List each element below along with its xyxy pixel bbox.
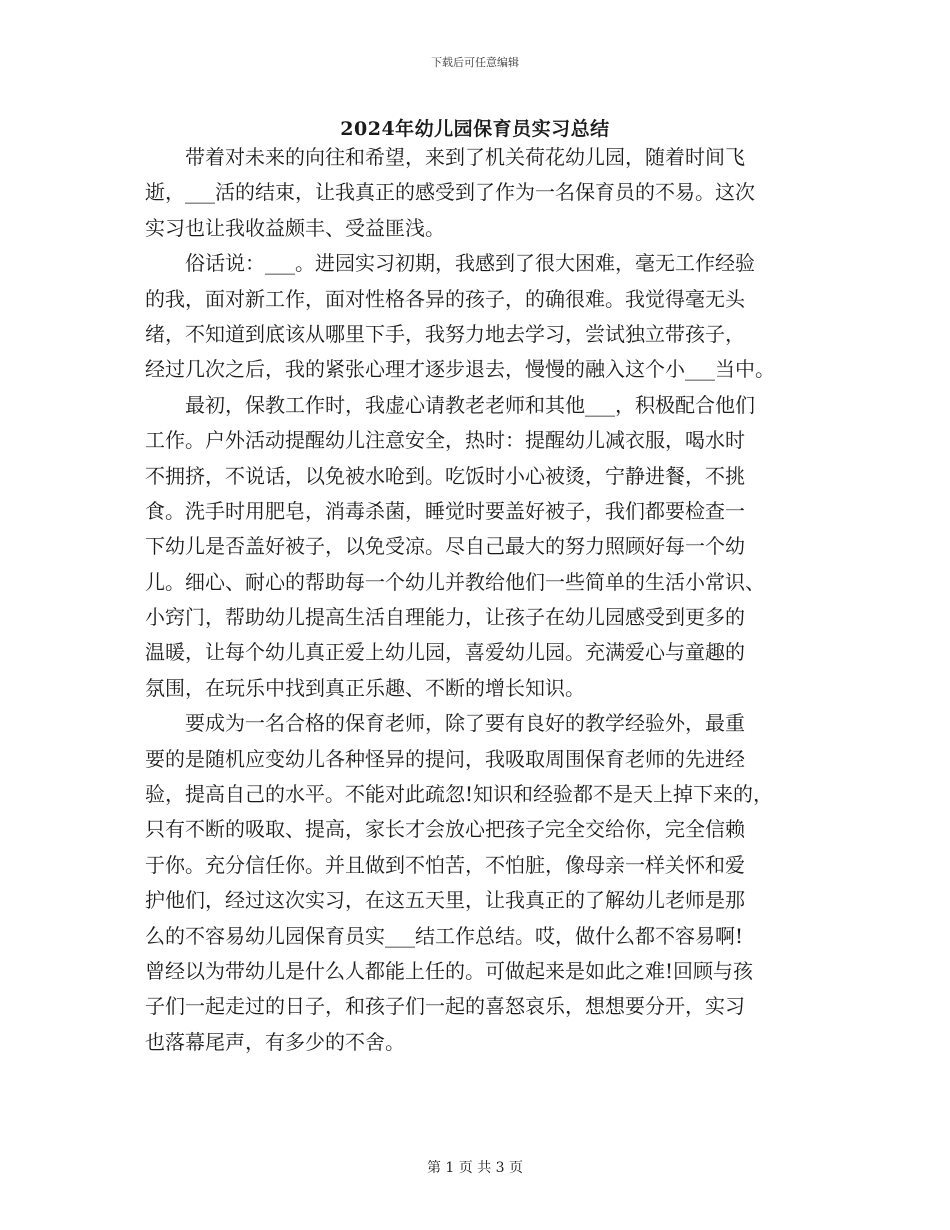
body-line: 验，提高自己的水平。不能对此疏忽!知识和经验都不是天上掉下来的， — [145, 782, 774, 807]
header-download-note: 下载后可任意编辑 — [431, 56, 519, 69]
body-line: 么的不容易幼儿园保育员实___结工作总结。哎，做什么都不容易啊! — [145, 923, 744, 948]
body-line: 只有不断的吸取、提高，家长才会放心把孩子完全交给你，完全信赖 — [145, 817, 745, 842]
page-indicator: 第 1 页 共 3 页 — [426, 1160, 524, 1176]
document-body — [145, 140, 813, 1060]
document-title: 2024年幼儿园保育员实习总结 — [340, 118, 610, 140]
body-line: 俗话说：___。进园实习初期，我感到了很大困难，毫无工作经验 — [145, 251, 755, 276]
body-line: 经过几次之后，我的紧张心理才逐步退去，慢慢的融入这个小___当中。 — [145, 357, 775, 382]
body-line: 小窍门，帮助幼儿提高生活自理能力，让孩子在幼儿园感受到更多的 — [145, 605, 745, 630]
body-line: 的我，面对新工作，面对性格各异的孩子，的确很难。我觉得毫无头 — [145, 286, 745, 311]
body-line: 带着对未来的向往和希望，来到了机关荷花幼儿园，随着时间飞 — [145, 145, 745, 169]
body-line: 要的是随机应变幼儿各种怪异的提问，我吸取周围保育老师的先进经 — [145, 746, 745, 771]
body-line: 下幼儿是否盖好被子，以免受凉。尽自己最大的努力照顾好每一个幼 — [145, 534, 745, 559]
body-line: 不拥挤，不说话，以免被水呛到。吃饭时小心被烫，宁静进餐，不挑 — [145, 463, 745, 488]
body-line: 也落幕尾声，有多少的不舍。 — [145, 1029, 405, 1054]
body-line: 氛围，在玩乐中找到真正乐趣、不断的增长知识。 — [145, 675, 585, 700]
body-line: 绪，不知道到底该从哪里下手，我努力地去学习，尝试独立带孩子， — [145, 321, 745, 346]
body-line: 工作。户外活动提醒幼儿注意安全，热时：提醒幼儿减衣服，喝水时 — [145, 428, 745, 453]
body-line: 逝，___活的结束，让我真正的感受到了作为一名保育员的不易。这次 — [145, 180, 755, 205]
body-line: 护他们，经过这次实习，在这五天里，让我真正的了解幼儿老师是那 — [145, 888, 745, 913]
body-line: 于你。充分信任你。并且做到不怕苦，不怕脏，像母亲一样关怀和爱 — [145, 852, 745, 877]
body-line: 要成为一名合格的保育老师，除了要有良好的教学经验外，最重 — [145, 711, 745, 736]
body-line: 食。洗手时用肥皂，消毒杀菌，睡觉时要盖好被子，我们都要检查一 — [145, 498, 745, 523]
body-line: 温暖，让每个幼儿真正爱上幼儿园，喜爱幼儿园。充满爱心与童趣的 — [145, 640, 745, 665]
body-line: 最初，保教工作时，我虚心请教老老师和其他___，积极配合他们 — [145, 392, 755, 417]
body-line: 实习也让我收益颇丰、受益匪浅。 — [145, 215, 445, 240]
body-line: 儿。细心、耐心的帮助每一个幼儿并教给他们一些简单的生活小常识、 — [145, 569, 765, 594]
body-line: 子们一起走过的日子，和孩子们一起的喜怒哀乐，想想要分开，实习 — [145, 994, 745, 1019]
body-line: 曾经以为带幼儿是什么人都能上任的。可做起来是如此之难!回顾与孩 — [145, 958, 754, 983]
